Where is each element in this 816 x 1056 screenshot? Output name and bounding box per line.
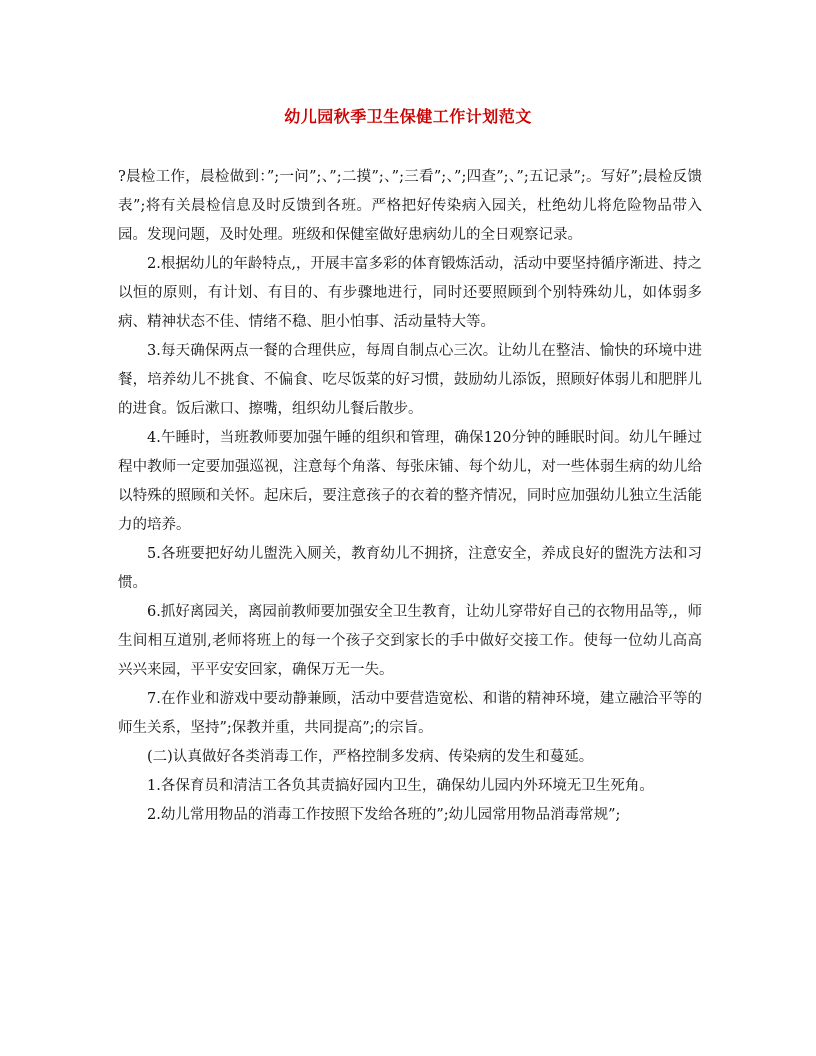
paragraph-cleaning: 1.各保育员和清洁工各负其责搞好园内卫生，确保幼儿园内外环境无卫生死角。 bbox=[147, 778, 654, 794]
paragraph-exercise: 2.根据幼儿的年龄特点,，开展丰富多彩的体育锻炼活动，活动中要坚持循序渐进、持之以恒的原则，有计划、有目的、有步骤地进行，同时还要照顾到个别特殊幼儿，如体弱多病、精神状态不佳、情绪不稳、胆小怕事、活动量特大等。 bbox=[118, 256, 702, 330]
document-title: 幼儿园秋季卫生保健工作计划范文 bbox=[284, 107, 532, 126]
paragraph-meals: 3.每天确保两点一餐的合理供应，每周自制点心三次。让幼儿在整洁、愉快的环境中进餐，培养幼儿不挑食、不偏食、吃尽饭菜的好习惯，鼓励幼儿添饭，照顾好体弱儿和肥胖儿的进食。饭后漱口、擦嘴，组织幼儿餐后散步。 bbox=[118, 343, 702, 417]
document-body bbox=[118, 163, 702, 830]
paragraph-nap: 4.午睡时，当班教师要加强午睡的组织和管理，确保120分钟的睡眠时间。幼儿午睡过程中教师一定要加强巡视，注意每个角落、每张床铺、每个幼儿，对一些体弱生病的幼儿给以特殊的照顾和关怀。起床后，要注意孩子的衣着的整齐情况，同时应加强幼儿独立生活能力的培养。 bbox=[118, 430, 702, 533]
paragraph-morning-check: ?晨检工作，晨检做到：”;一问”;、”;二摸”;、”;三看”;、”;四查”;、”;五记录”;。写好”;晨检反馈表”;将有关晨检信息及时反馈到各班。严格把好传染病入园关，杜绝幼儿将危险物品带入园。发现问题，及时处理。班级和保健室做好患病幼儿的全日观察记录。 bbox=[118, 169, 702, 243]
paragraph-activities: 7.在作业和游戏中要动静兼顾，活动中要营造宽松、和谐的精神环境，建立融洽平等的师生关系，坚持”;保教并重，共同提高”;的宗旨。 bbox=[118, 691, 702, 736]
paragraph-departure: 6.抓好离园关，离园前教师要加强安全卫生教育，让幼儿穿带好自己的衣物用品等,，师生间相互道别,老师将班上的每一个孩子交到家长的手中做好交接工作。使每一位幼儿高高兴兴来园，平平安安回家，确保万无一失。 bbox=[118, 604, 702, 678]
paragraph-section-disinfection: (二)认真做好各类消毒工作，严格控制多发病、传染病的发生和蔓延。 bbox=[147, 749, 594, 765]
paragraph-washroom: 5.各班要把好幼儿盥洗入厕关，教育幼儿不拥挤，注意安全，养成良好的盥洗方法和习惯。 bbox=[118, 546, 702, 591]
paragraph-item-disinfection: 2.幼儿常用物品的消毒工作按照下发给各班的”;幼儿园常用物品消毒常规”; bbox=[147, 807, 621, 823]
